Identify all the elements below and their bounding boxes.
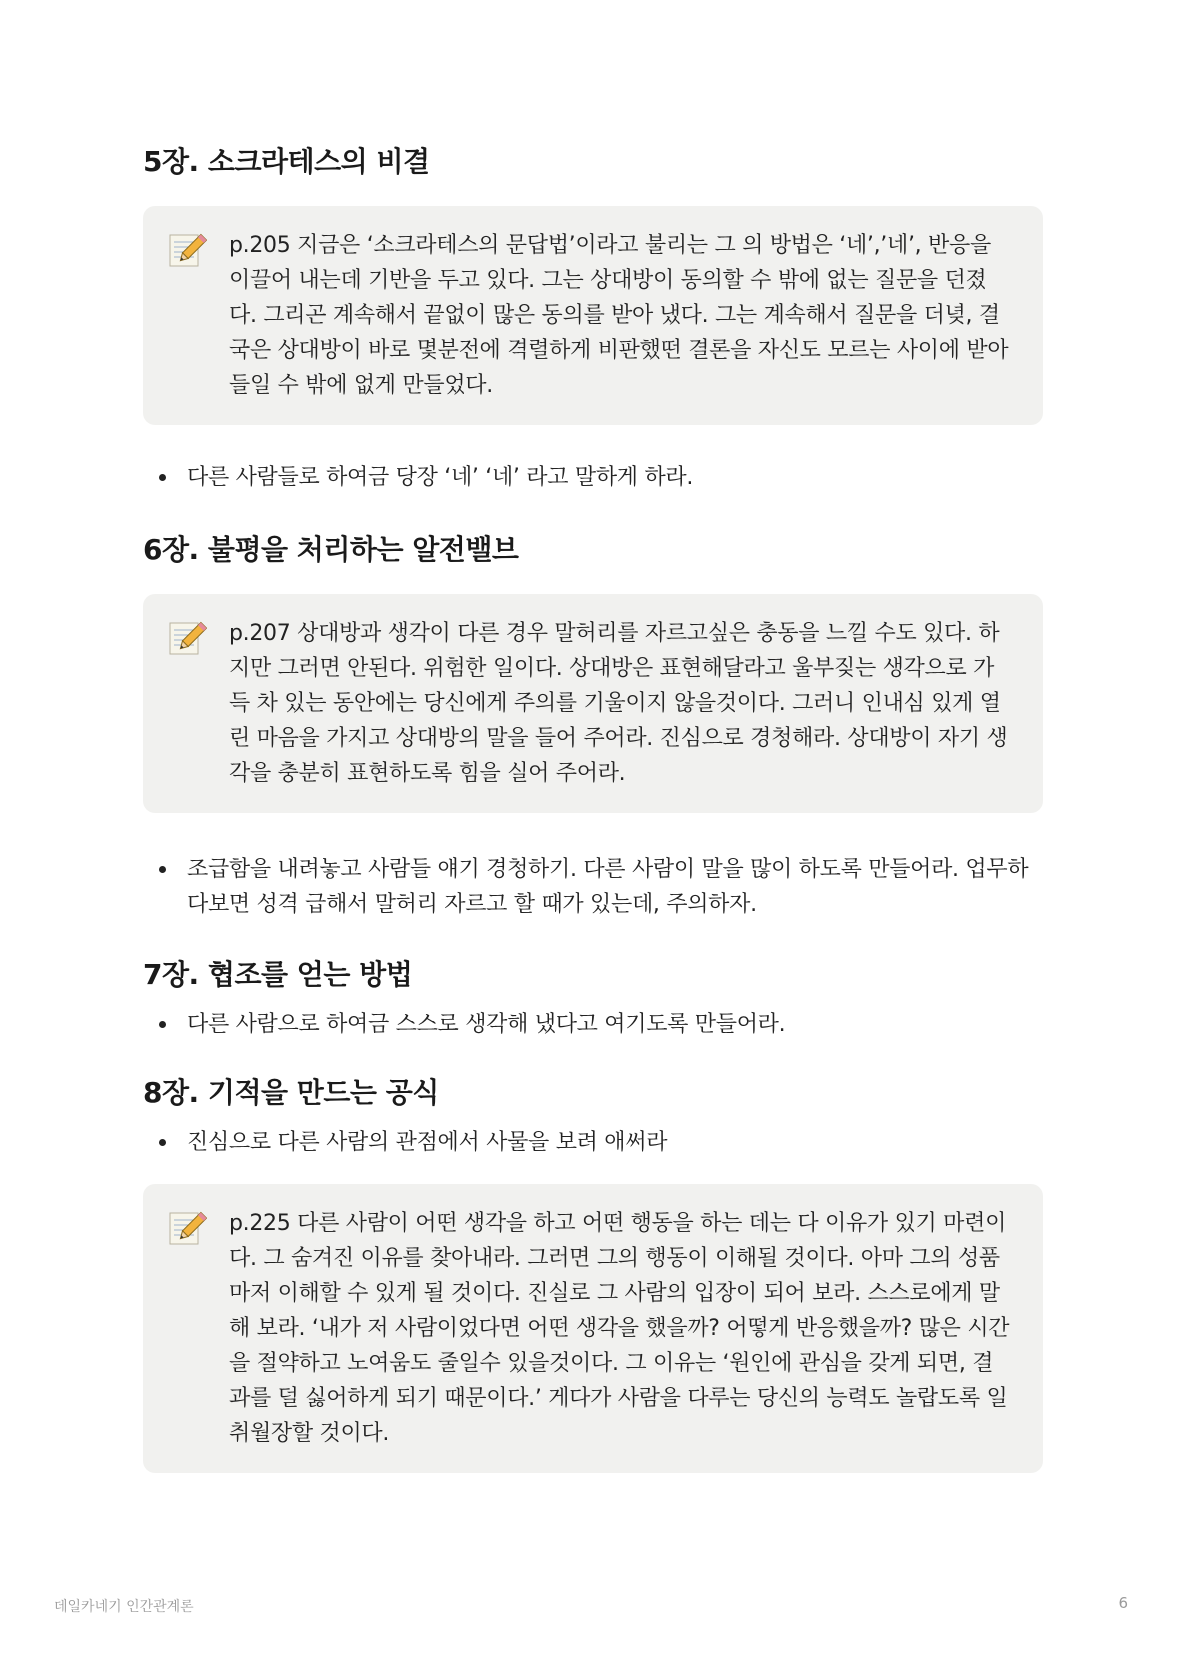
callout-text: p.207 상대방과 생각이 다른 경우 말허리를 자르고싶은 충동을 느낄 수도 있다. 하지만 그러면 안된다. 위험한 일이다. 상대방은 표현해달라고 울부짖는 생각으로 가득 차 있는 동안에는 당신에게 주의를 기울이지 않을것이다. 그러니 인내심 있게 열린 마음을 가지고 상대방의 말을 들어 주어라. 진심으로 경청해라. 상대방이 자기 생각을 충분히 표현하도록 힘을 실어 주어라.: [229, 621, 1008, 786]
heading-ch7: 7장. 협조를 얻는 방법: [143, 958, 413, 991]
bullet-ch6: 조급함을 내려놓고 사람들 얘기 경청하기. 다른 사람이 말을 많이 하도록 만들어라. 업무하다보면 성격 급해서 말허리 자르고 할 때가 있는데, 주의하자.: [143, 852, 1043, 922]
heading-ch6: 6장. 불평을 처리하는 알전밸브: [143, 533, 519, 566]
bullet-ch8: 진심으로 다른 사람의 관점에서 사물을 보려 애써라: [143, 1125, 1043, 1160]
bullet-ch7: 다른 사람으로 하여금 스스로 생각해 냈다고 여기도록 만들어라.: [143, 1007, 1043, 1042]
callout-quote-p205: [143, 206, 1043, 425]
heading-ch8: 8장. 기적을 만드는 공식: [143, 1076, 439, 1109]
memo-pencil-icon: [167, 230, 207, 270]
callout-text: p.205 지금은 ‘소크라테스의 문답법’이라고 불리는 그 의 방법은 ‘네’,’네’, 반응을 이끌어 내는데 기반을 두고 있다. 그는 상대방이 동의할 수 밖에 없는 질문을 던졌다. 그리곤 계속해서 끝없이 많은 동의를 받아 냈다. 그는 계속해서 질문을 더녖, 결국은 상대방이 바로 몇분전에 격렬하게 비판했떤 결론을 자신도 모르는 사이에 받아들일 수 밖에 없게 만들었다.: [229, 233, 1009, 398]
callout-quote-p225: [143, 1184, 1043, 1473]
callout-quote-p207: [143, 594, 1043, 813]
heading-ch5: 5장. 소크라테스의 비결: [143, 145, 430, 178]
footer-page-number: 6: [1118, 1594, 1128, 1612]
footer-document-title: 데일카네기 인간관계론: [54, 1599, 194, 1615]
memo-pencil-icon: [167, 618, 207, 658]
bullet-ch5: 다른 사람들로 하여금 당장 ‘네’ ‘네’ 라고 말하게 하라.: [143, 460, 1043, 495]
memo-pencil-icon: [167, 1208, 207, 1248]
callout-text: p.225 다른 사람이 어떤 생각을 하고 어떤 행동을 하는 데는 다 이유가 있기 마련이다. 그 숨겨진 이유를 찾아내라. 그러면 그의 행동이 이해될 것이다. 아마 그의 성품마저 이해할 수 있게 될 것이다. 진실로 그 사람의 입장이 되어 보라. 스스로에게 말해 보라. ‘내가 저 사람이었다면 어떤 생각을 했을까? 어떻게 반응했을까? 많은 시간을 절약하고 노여움도 줄일수 있을것이다. 그 이유는 ‘원인에 관심을 갖게 되면, 결과를 덜 싫어하게 되기 때문이다.’ 게다가 사람을 다루는 당신의 능력도 놀랍도록 일취월장할 것이다.: [229, 1211, 1010, 1446]
